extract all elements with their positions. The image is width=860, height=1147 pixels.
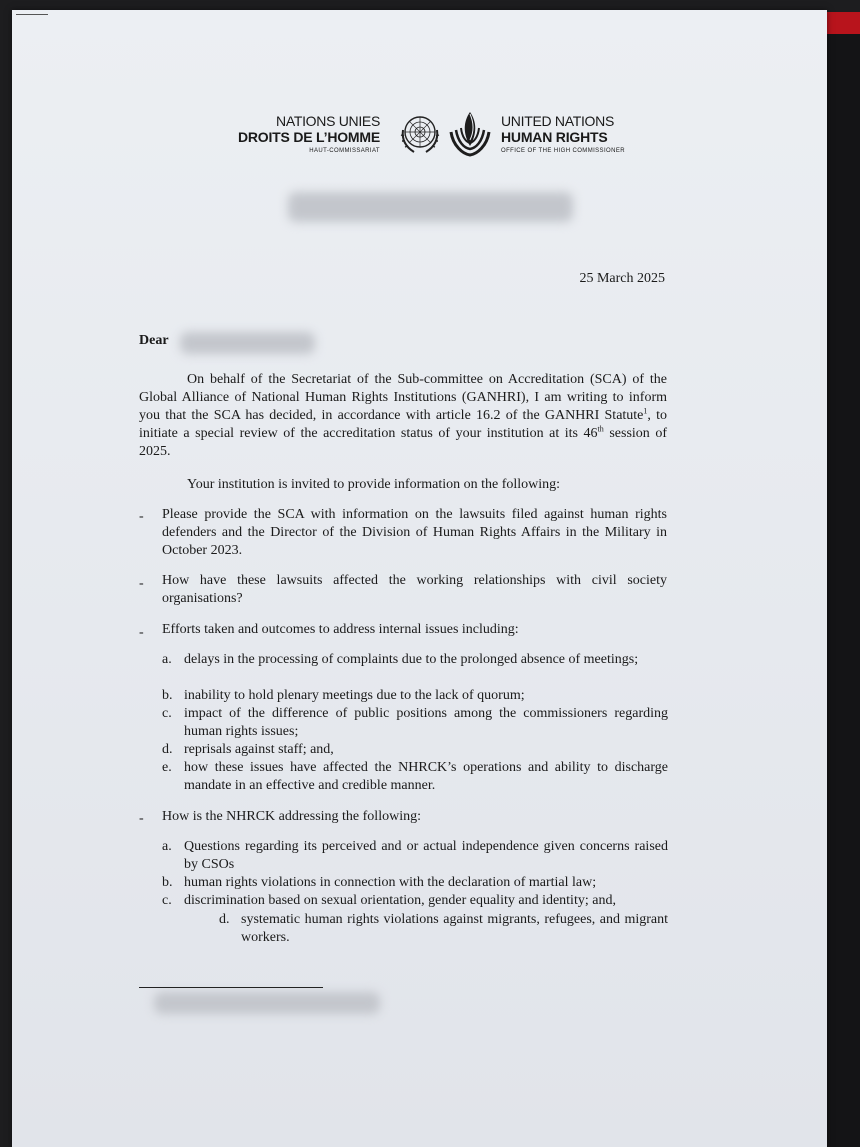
letterhead-en-line3: OFFICE OF THE HIGH COMMISSIONER xyxy=(501,148,625,154)
intro-text-part3: session of 2025. xyxy=(139,426,667,459)
footnote-separator xyxy=(139,987,323,988)
intro-paragraph xyxy=(139,371,667,461)
letterhead-fr-line2: DROITS DE L’HOMME xyxy=(237,129,380,145)
bullet-marker: - xyxy=(139,811,144,826)
intro-text-part1: On behalf of the Secretariat of the Sub-committee on Accreditation (SCA) of the Global Alliance of National Human Rights Institutions (GANHRI), I am writing to inform you that the SCA has decided, in accordance with article 16.2 of the GANHRI Statute xyxy=(139,372,667,423)
redacted-footnote xyxy=(154,992,380,1014)
bullet-marker: - xyxy=(139,509,144,524)
internal-issue-b: inability to hold plenary meetings due to the lack of quorum; xyxy=(184,688,525,703)
sub-item-letter: a. xyxy=(162,652,172,667)
ordinal-suffix: th xyxy=(597,424,604,434)
letterhead-english xyxy=(501,113,691,156)
bullet-marker: - xyxy=(139,625,144,640)
invitation-line: Your institution is invited to provide information on the following: xyxy=(187,477,561,492)
nhrck-item-c: discrimination based on sexual orientation, gender equality and identity; and, xyxy=(184,893,616,908)
letterhead-fr-line1: NATIONS UNIES xyxy=(276,113,380,129)
redacted-reference xyxy=(288,192,573,222)
sub-item-letter: b. xyxy=(162,688,173,703)
internal-issue-c: impact of the difference of public positions among the commissioners regarding human rights issues; xyxy=(184,706,668,739)
letter-date: 25 March 2025 xyxy=(579,271,665,286)
bullet-lawsuits: Please provide the SCA with information on the lawsuits filed against human rights defenders and the Director of the Division of Human Rights Affairs in the Military in October 2023. xyxy=(162,507,667,558)
sub-item-letter: c. xyxy=(162,893,172,908)
bullet-internal-issues: Efforts taken and outcomes to address internal issues including: xyxy=(162,622,519,637)
sub-item-letter: e. xyxy=(162,760,172,775)
internal-issue-e: how these issues have affected the NHRCK’s operations and ability to discharge mandate in an effective and credible manner. xyxy=(184,760,668,793)
footnote-reference: 1 xyxy=(643,406,648,416)
internal-issue-d: reprisals against staff; and, xyxy=(184,742,334,757)
nhrck-item-a: Questions regarding its perceived and or actual independence given concerns raised by CSOs xyxy=(184,839,668,872)
sub-item-letter: c. xyxy=(162,706,172,721)
sub-item-letter: b. xyxy=(162,875,173,890)
sub-item-letter: d. xyxy=(162,742,173,757)
salutation: Dear xyxy=(139,333,169,348)
letterhead-fr-line3: HAUT-COMMISSARIAT xyxy=(309,148,380,154)
bullet-working-relationships: How have these lawsuits affected the working relationships with civil society organisations? xyxy=(162,573,667,606)
human-rights-emblem-icon xyxy=(443,106,497,162)
bullet-nhrck-addressing: How is the NHRCK addressing the following: xyxy=(162,809,421,824)
letterhead-en-line2: HUMAN RIGHTS xyxy=(501,129,608,145)
internal-issue-a: delays in the processing of complaints due to the prolonged absence of meetings; xyxy=(184,652,639,667)
nhrck-item-d: systematic human rights violations against migrants, refugees, and migrant workers. xyxy=(241,912,668,945)
letterhead-en-line1: UNITED NATIONS xyxy=(501,113,614,129)
sub-item-letter: a. xyxy=(162,839,172,854)
redacted-recipient-name xyxy=(180,332,315,354)
letterhead-french xyxy=(218,113,380,156)
page-mark xyxy=(16,14,48,15)
intro-text-part2: , to initiate a special review of the accreditation status of your institution at its 46 xyxy=(139,408,668,441)
un-emblem-icon xyxy=(398,112,442,156)
bullet-marker: - xyxy=(139,576,144,591)
sub-item-letter: d. xyxy=(219,912,230,927)
nhrck-item-b: human rights violations in connection with the declaration of martial law; xyxy=(184,875,597,890)
